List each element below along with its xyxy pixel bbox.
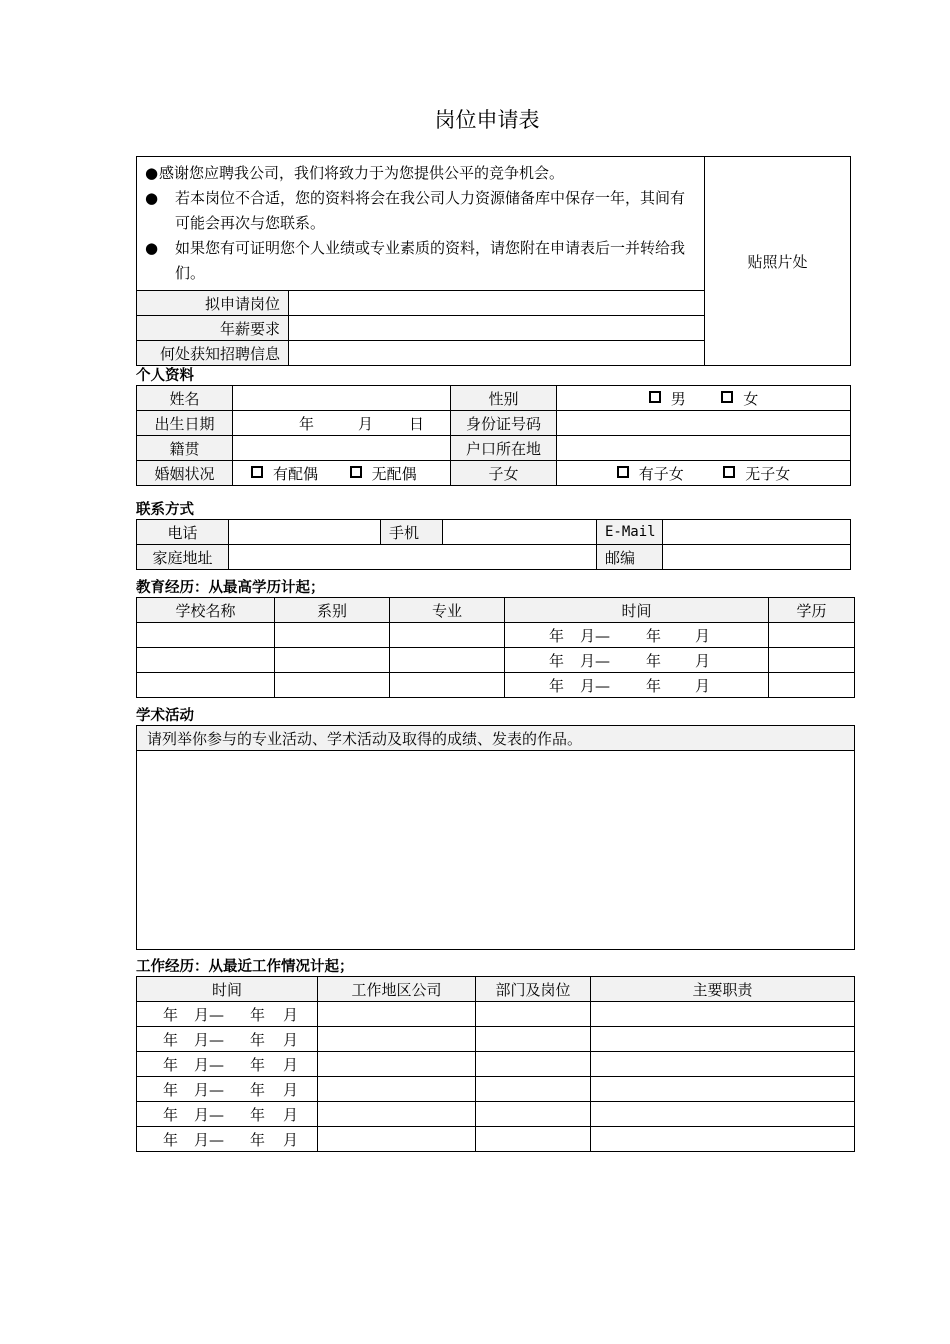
name-field[interactable]: [233, 386, 451, 411]
label-home-address: 家庭地址: [137, 545, 229, 570]
postcode-field[interactable]: [663, 545, 851, 570]
no-children-checkbox[interactable]: 无子女: [723, 465, 790, 483]
mobile-field[interactable]: [443, 520, 597, 545]
table-row: [137, 1027, 855, 1052]
table-row: [137, 1077, 855, 1102]
label-salary-expectation: 年薪要求: [137, 316, 289, 341]
edu-header-time: 时间: [505, 598, 769, 623]
label-mobile: 手机: [381, 520, 443, 545]
edu-header-department: 系别: [275, 598, 390, 623]
label-children: 子女: [451, 461, 557, 486]
work-time-field[interactable]: 年 月— 年 月: [137, 1102, 318, 1127]
edu-header-school: 学校名称: [137, 598, 275, 623]
home-address-field[interactable]: [229, 545, 597, 570]
academic-prompt: 请列举你参与的专业活动、学术活动及取得的成绩、发表的作品。: [137, 726, 855, 751]
id-number-field[interactable]: [557, 411, 851, 436]
table-row: [137, 1002, 855, 1027]
label-hukou: 户口所在地: [451, 436, 557, 461]
has-children-checkbox[interactable]: 有子女: [617, 465, 684, 483]
work-time-field[interactable]: 年 月— 年 月: [137, 1077, 318, 1102]
email-field[interactable]: [663, 520, 851, 545]
applied-position-field[interactable]: [289, 291, 705, 316]
section-academic: 学术活动: [136, 708, 194, 724]
photo-placeholder[interactable]: 贴照片处: [705, 157, 851, 366]
table-row: [137, 1102, 855, 1127]
label-applied-position: 拟申请岗位: [137, 291, 289, 316]
work-header-position: 部门及岗位: [476, 977, 591, 1002]
table-row: [137, 1127, 855, 1152]
label-native-place: 籍贯: [137, 436, 233, 461]
section-education: 教育经历：从最高学历计起；: [136, 580, 325, 596]
edu-time-field[interactable]: 年 月— 年 月: [505, 648, 769, 673]
edu-header-major: 专业: [390, 598, 505, 623]
work-header-duties: 主要职责: [591, 977, 855, 1002]
work-table: [136, 976, 855, 1152]
academic-table: [136, 725, 855, 950]
birth-date-field[interactable]: 年 月 日: [233, 411, 451, 436]
gender-options: [557, 386, 851, 411]
academic-activities-field[interactable]: [137, 751, 855, 950]
children-options: [557, 461, 851, 486]
marital-options: [233, 461, 451, 486]
table-row: [137, 673, 855, 698]
table-row: [137, 648, 855, 673]
label-email: E-Mail: [597, 520, 663, 545]
male-checkbox[interactable]: 男: [649, 390, 686, 408]
label-recruitment-source: 何处获知招聘信息: [137, 341, 289, 366]
label-marital-status: 婚姻状况: [137, 461, 233, 486]
personal-table: [136, 385, 851, 486]
work-time-field[interactable]: 年 月— 年 月: [137, 1027, 318, 1052]
table-row: [137, 1052, 855, 1077]
female-checkbox[interactable]: 女: [721, 390, 758, 408]
label-name: 姓名: [137, 386, 233, 411]
intro-notes: [137, 157, 705, 291]
intro-bullet: ● 若本岗位不合适，您的资料将会在我公司人力资源储备库中保存一年，其间有可能会再次与您联系。: [145, 189, 686, 232]
table-row: [137, 623, 855, 648]
education-table: [136, 597, 855, 698]
intro-bullet: ● 感谢您应聘我公司，我们将致力于为您提供公平的竞争机会。: [145, 164, 565, 182]
native-place-field[interactable]: [233, 436, 451, 461]
married-checkbox[interactable]: 有配偶: [241, 465, 318, 483]
work-time-field[interactable]: 年 月— 年 月: [137, 1127, 318, 1152]
work-time-field[interactable]: 年 月— 年 月: [137, 1002, 318, 1027]
phone-field[interactable]: [229, 520, 381, 545]
intro-table: [136, 156, 851, 366]
label-birth-date: 出生日期: [137, 411, 233, 436]
edu-time-field[interactable]: 年 月— 年 月: [505, 623, 769, 648]
label-phone: 电话: [137, 520, 229, 545]
section-personal: 个人资料: [136, 368, 194, 384]
label-id-number: 身份证号码: [451, 411, 557, 436]
work-header-company: 工作地区公司: [318, 977, 476, 1002]
edu-time-field[interactable]: 年 月— 年 月: [505, 673, 769, 698]
contact-table: [136, 519, 851, 570]
intro-bullet: ● 如果您有可证明您个人业绩或专业素质的资料，请您附在申请表后一并转给我们。: [145, 239, 686, 282]
section-work: 工作经历：从最近工作情况计起；: [136, 959, 354, 975]
label-gender: 性别: [451, 386, 557, 411]
page-title: 岗位申请表: [434, 108, 540, 132]
section-contact: 联系方式: [136, 502, 194, 518]
salary-expectation-field[interactable]: [289, 316, 705, 341]
recruitment-source-field[interactable]: [289, 341, 705, 366]
label-postcode: 邮编: [597, 545, 663, 570]
work-header-time: 时间: [137, 977, 318, 1002]
hukou-field[interactable]: [557, 436, 851, 461]
work-time-field[interactable]: 年 月— 年 月: [137, 1052, 318, 1077]
unmarried-checkbox[interactable]: 无配偶: [350, 465, 417, 483]
edu-header-degree: 学历: [769, 598, 855, 623]
